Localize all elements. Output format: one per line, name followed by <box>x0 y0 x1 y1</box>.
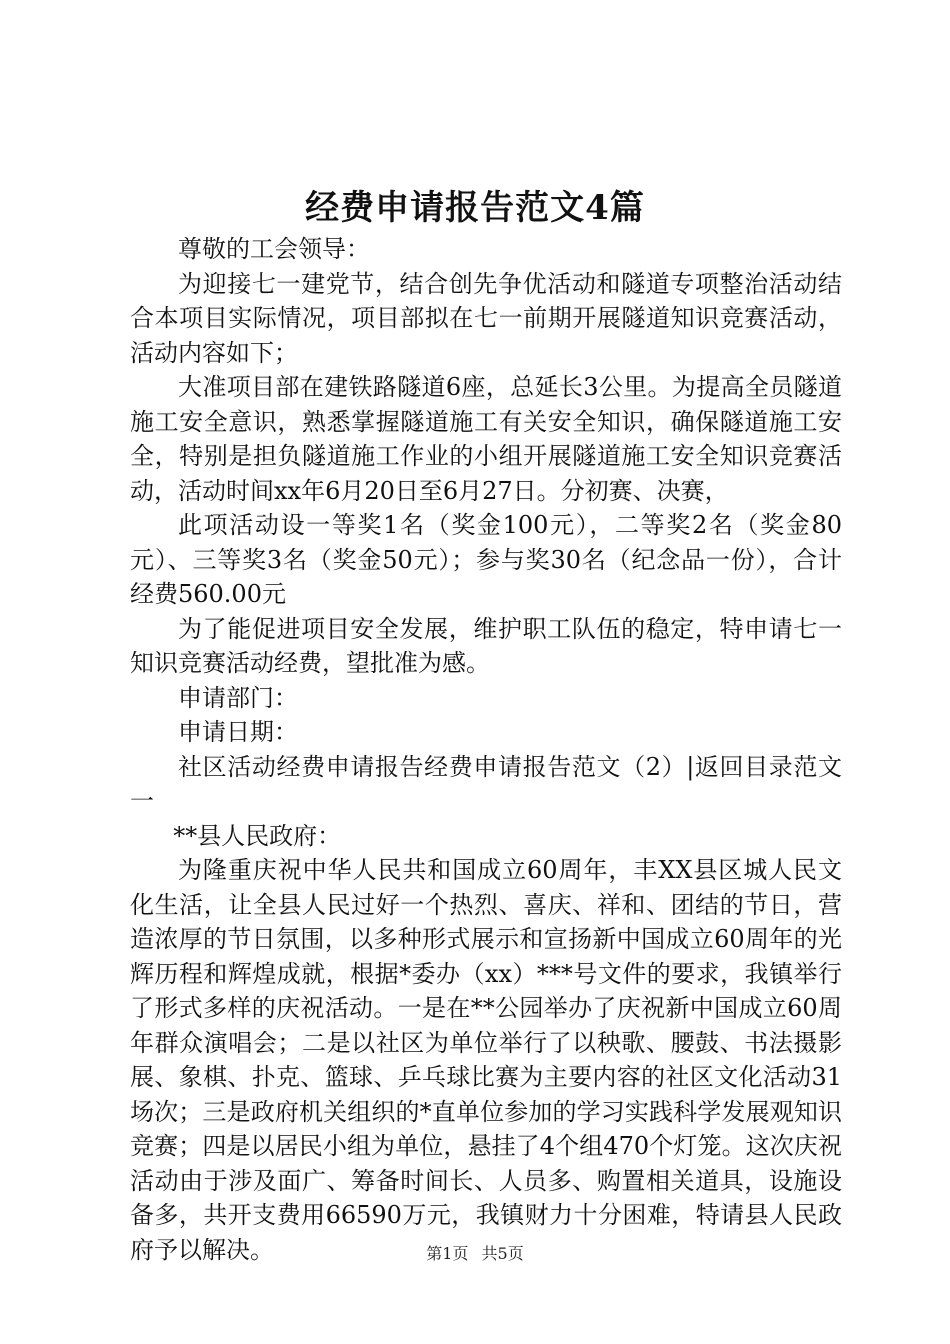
page-total: 共5页 <box>481 1244 524 1263</box>
paragraph-salutation: 尊敬的工会领导： <box>178 235 370 263</box>
paragraph-department: 申请部门： <box>178 683 298 712</box>
paragraph-celebration: 为隆重庆祝中华人民共和国成立60周年，丰XX县区城人民文化生活，让全县人民过好一个热烈、喜庆、祥和、团结的节日，营造浓厚的节日氛围，以多种形式展示和宣扬新中国成立60周年的光辉历程和辉煌成就，根据*委办（xx）***号文件的要求，我镇举行了形式多样的庆祝活动。一是在**公园举办了庆祝新中国成立60周年群众演唱会；二是以社区为单位举行了以秧歌、腰鼓、书法摄影展、象棋、扑克、篮球、乒乓球比赛为主要内容的社区文化活动31场次；三是政府机关组织的*直单位参加的学习实践科学发展观知识竞赛；四是以居民小组为单位，悬挂了4个组470个灯笼。这次庆祝活动由于涉及面广、筹备时间长、人员多、购置相关道具，设施设备多，共开支费用66590万元，我镇财力十分困难，特请县人民政府予以解决。 <box>130 856 842 1264</box>
paragraph-project-details: 大准项目部在建铁路隧道6座，总延长3公里。为提高全员隧道施工安全意识，熟悉掌握隧道施工有关安全知识，确保隧道施工安全，特别是担负隧道施工作业的小组开展隧道施工安全知识竞赛活动，活动时间xx年6月20日至6月27日。分初赛、决赛， <box>130 373 842 505</box>
paragraph-section-link: 社区活动经费申请报告经费申请报告范文（2）|返回目录范文一 <box>130 752 842 815</box>
page-number: 第1页 <box>426 1244 469 1263</box>
paragraph-date: 申请日期： <box>178 718 298 746</box>
paragraph-intro: 为迎接七一建党节，结合创先争优活动和隧道专项整治活动结合本项目实际情况，项目部拟在七一前期开展隧道知识竞赛活动，活动内容如下； <box>130 269 842 367</box>
document-body <box>130 232 842 1267</box>
paragraph-request: 为了能促进项目安全发展，维护职工队伍的稳定，特申请七一知识竞赛活动经费，望批准为感。 <box>130 614 842 677</box>
paragraph-addressee: **县人民政府： <box>173 821 342 850</box>
document-title: 经费申请报告范文4篇 <box>305 188 645 228</box>
paragraph-prizes: 此项活动设一等奖1名（奖金100元），二等奖2名（奖金80元）、三等奖3名（奖金50元）；参与奖30名（纪念品一份），合计经费560.00元 <box>130 511 842 608</box>
page-footer <box>0 1243 950 1265</box>
